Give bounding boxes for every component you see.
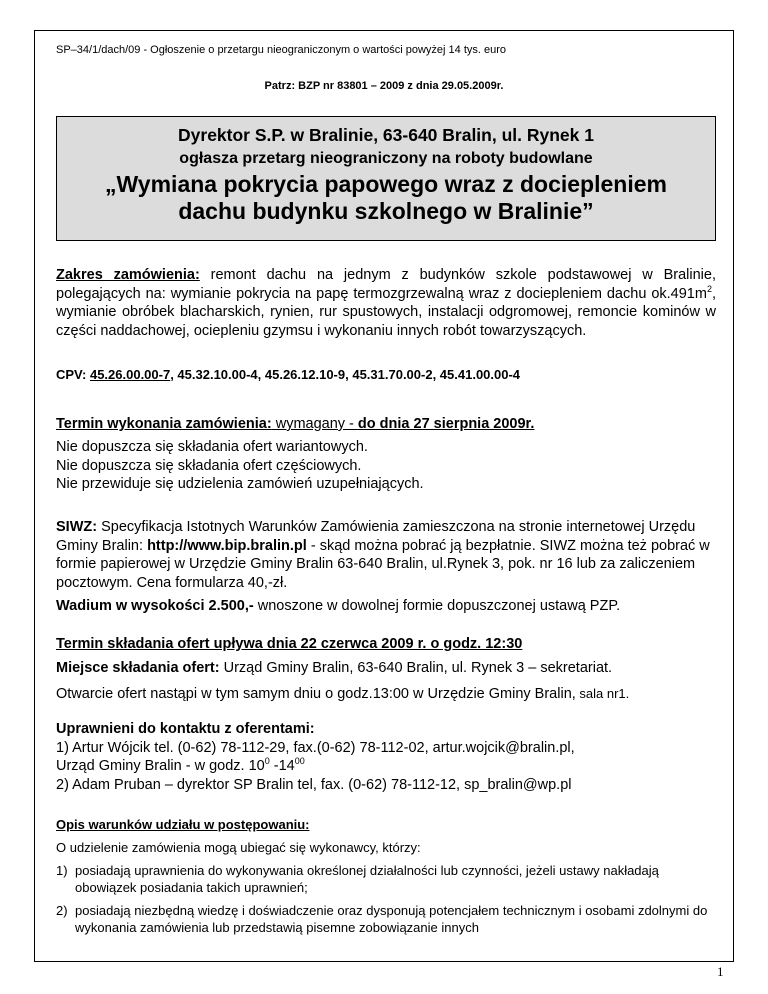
opis-item-number: 1) (56, 863, 68, 878)
opis-item-text: posiadają niezbędną wiedzę i doświadczenie oraz dysponują potencjałem technicznym i osobami zdolnymi do wykonania zamówienia lub przedstawią pisemne zobowiązanie innych (75, 903, 708, 935)
opis-intro: O udzielenie zamówienia mogą ubiegać się wykonawcy, którzy: (56, 840, 421, 855)
opis-item-number: 2) (56, 903, 68, 918)
kontakt-hours-sup1: 0 (264, 756, 270, 767)
rule-item: Nie dopuszcza się składania ofert wariantowych. (56, 439, 368, 455)
cpv-first: 45.26.00.00-7 (89, 367, 171, 382)
reference-line: SP–34/1/dach/09 - Ogłoszenie o przetargu nieograniczonym o wartości powyżej 14 tys. euro (56, 44, 507, 56)
title-box (56, 116, 716, 241)
kontakt-hours-a: Urząd Gminy Bralin - w godz. 10 (56, 758, 265, 774)
wadium-line (56, 598, 620, 614)
kontakt-hours-b: -14 (269, 758, 295, 774)
miejsce-line (56, 660, 612, 676)
deadline-line: Termin składania ofert upływa dnia 22 czerwca 2009 r. o godz. 12:30 (56, 636, 523, 652)
termin-line (56, 416, 534, 432)
cpv-label: CPV: (56, 367, 90, 382)
otwarcie-small: sala nr1. (575, 686, 630, 701)
termin-label: Termin wykonania zamówienia: (56, 416, 272, 432)
title-line-3: „Wymiana pokrycia papowego wraz z dociepleniem (105, 171, 667, 197)
kontakt-line-2 (56, 757, 716, 776)
siwz-text-b: - skąd można pobrać ją bezpłatnie. SIWZ można też pobrać w formie papierowej w Urzędzie Gminy Bralin 63-640 Bralin, ul.Rynek 3, pok. nr 16 lub za zaliczeniem pocztowym. Cena formularza 40,-zł. (56, 537, 710, 591)
otwarcie-text: Otwarcie ofert nastąpi w tym samym dniu o godz.13:00 w Urzędzie Gminy Bralin, (56, 686, 576, 702)
kontakt-hours-sup2: 00 (294, 756, 305, 767)
opis-label: Opis warunków udziału w postępowaniu: (56, 817, 310, 832)
zakres-text-b: , wymianie obróbek blacharskich, rynien, rur spustowych, instalacji odgromowej, remoncie kominów w części naddachowej, ociepleniu gzymsu i wykonaniu innych robót towarzyszących. (56, 285, 716, 339)
kontakt-label: Uprawnieni do kontaktu z oferentami: (56, 721, 315, 737)
kontakt-block (56, 720, 716, 794)
siwz-url: http://www.bip.bralin.pl (147, 537, 307, 554)
kontakt-line-1: 1) Artur Wójcik tel. (0-62) 78-112-29, fax.(0-62) 78-112-02, artur.wojcik@bralin.pl, (56, 739, 575, 756)
siwz-paragraph (56, 518, 716, 592)
title-line-1: Dyrektor S.P. w Bralinie, 63-640 Bralin, ul. Rynek 1 (178, 125, 594, 145)
rule-item: Nie przewiduje się udzielenia zamówień uzupełniających. (56, 476, 424, 492)
rule-item: Nie dopuszcza się składania ofert częściowych. (56, 457, 362, 474)
title-line-4: dachu budynku szkolnego w Bralinie” (178, 198, 594, 224)
cpv-rest: , 45.32.10.00-4, 45.26.12.10-9, 45.31.70.00-2, 45.41.00.00-4 (170, 367, 521, 382)
wadium-label: Wadium w wysokości 2.500,- (56, 598, 254, 614)
opis-item (56, 902, 716, 936)
termin-date: do dnia 27 sierpnia 2009r. (357, 416, 535, 432)
title-line-2: ogłasza przetarg nieograniczony na roboty budowlane (179, 150, 593, 167)
siwz-label: SIWZ: (56, 519, 98, 535)
cpv-line (56, 367, 520, 382)
opis-item-text: posiadają uprawnienia do wykonywania określonej działalności lub czynności, jeżeli ustawy nakładają obowiązek posiadania takich uprawnień; (75, 863, 659, 895)
zakres-label: Zakres zamówienia: (56, 267, 200, 283)
kontakt-line-3: 2) Adam Pruban – dyrektor SP Bralin tel, fax. (0-62) 78-112-12, sp_bralin@wp.pl (56, 776, 572, 793)
rules-list (56, 438, 716, 494)
wadium-text: wnoszone w dowolnej formie dopuszczonej ustawą PZP. (253, 598, 621, 614)
siwz-text-a: Specyfikacja Istotnych Warunków Zamówienia zamieszczona na stronie internetowej Urzędu Gminy Bralin: (56, 519, 696, 554)
otwarcie-line (56, 686, 629, 702)
miejsce-text: Urząd Gminy Bralin, 63-640 Bralin, ul. Rynek 3 – sekretariat. (219, 660, 613, 676)
zakres-paragraph (56, 266, 716, 340)
page-number: 1 (717, 964, 724, 979)
bzp-reference: Patrz: BZP nr 83801 – 2009 z dnia 29.05.2009r. (264, 80, 504, 92)
zakres-text-a: remont dachu na jednym z budynków szkole podstawowej w Bralinie, polegających na: wymianie pokrycia na papę termozgrzewalną wraz z dociepleniem dachu ok.491m (56, 267, 717, 302)
miejsce-label: Miejsce składania ofert: (56, 660, 220, 676)
termin-mid: wymagany - (271, 416, 358, 432)
opis-item (56, 862, 716, 896)
zakres-sup: 2 (706, 283, 712, 294)
